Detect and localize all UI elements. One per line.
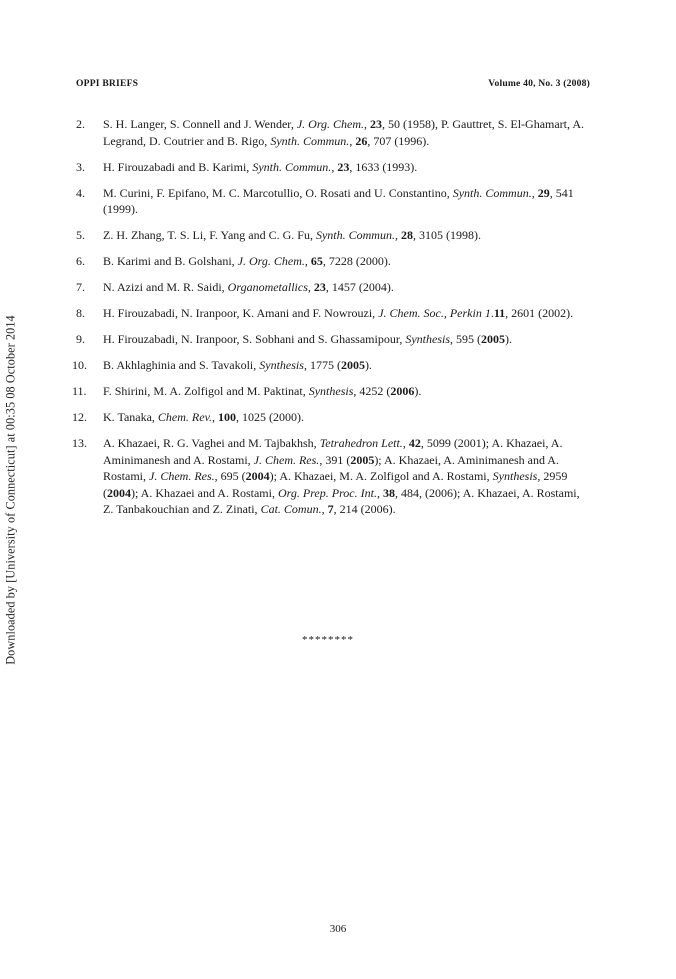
reference-text (103, 331, 586, 348)
volume-issue: Volume 40, No. 3 (2008) (488, 78, 590, 89)
volume-or-year: 23 (337, 159, 350, 174)
journal-name: Synthesis (308, 384, 354, 398)
reference-text (103, 185, 586, 218)
volume-or-year: 29 (537, 185, 550, 200)
citation-text: , 695 ( (214, 469, 246, 483)
citation-text: N. Azizi and M. R. Saidi, (103, 280, 228, 294)
journal-name: Synthesis (492, 469, 538, 483)
reference-item (76, 331, 586, 348)
journal-section-title: OPPI BRIEFS (76, 78, 139, 89)
reference-number: 11. (72, 384, 87, 398)
citation-text: B. Karimi and B. Golshani, (103, 254, 238, 268)
reference-number: 7. (76, 280, 85, 294)
reference-item (76, 305, 586, 322)
citation-text: , 214 (2006). (333, 502, 396, 516)
volume-or-year: 7 (327, 502, 334, 516)
citation-text: B. Akhlaghinia and S. Tavakoli, (103, 358, 260, 372)
reference-number: 9. (76, 332, 85, 346)
journal-name: Synthesis (259, 358, 304, 372)
reference-item (72, 357, 586, 374)
citation-text: , 1025 (2000). (236, 410, 305, 424)
citation-text: , (364, 117, 371, 131)
citation-text: , 1633 (1993). (349, 159, 418, 174)
citation-text: . (490, 306, 494, 320)
reference-text (103, 305, 586, 322)
citation-text: K. Tanaka, (103, 410, 158, 424)
journal-name: Chem. Rev. (157, 410, 213, 424)
citation-text: , 2959 ( (103, 469, 568, 500)
volume-or-year: 26 (355, 133, 368, 148)
citation-text: , 1775 ( (303, 358, 341, 372)
citation-text: , (376, 485, 383, 500)
reference-item (76, 185, 586, 218)
volume-or-year: 11 (493, 306, 506, 320)
reference-text (103, 357, 586, 374)
citation-text: , 7228 (2000). (322, 254, 391, 268)
reference-number: 6. (76, 254, 85, 268)
citation-text: H. Firouzabadi and B. Karimi, (103, 159, 253, 174)
citation-text: Z. H. Zhang, T. S. Li, F. Yang and C. G. Fu, (103, 228, 316, 242)
reference-text (103, 159, 586, 176)
reference-text (103, 409, 586, 426)
journal-name: J. Chem. Res. (149, 469, 215, 483)
journal-name: Org. Prep. Proc. Int. (277, 485, 377, 500)
citation-text: , (394, 228, 401, 242)
journal-name: Synth. Commun. (252, 159, 332, 174)
citation-text: M. Curini, F. Epifano, M. C. Marcotullio, O. Rosati and U. Constantino, (103, 185, 453, 200)
reference-number: 3. (76, 159, 85, 174)
reference-number: 12. (72, 410, 87, 424)
reference-text (103, 279, 586, 296)
reference-number: 4. (76, 185, 85, 200)
journal-name: J. Org. Chem. (296, 117, 365, 131)
reference-item (76, 116, 586, 149)
reference-number: 5. (76, 228, 85, 242)
citation-text: , 3105 (1998). (412, 228, 481, 242)
journal-name: Tetrahedron Lett. (319, 436, 403, 450)
citation-text: ). (505, 332, 513, 346)
reference-item (72, 435, 586, 518)
volume-or-year: 100 (218, 410, 237, 424)
citation-text: , (321, 502, 328, 516)
reference-item (76, 279, 586, 296)
citation-text: ). (364, 358, 372, 372)
running-header (76, 78, 590, 89)
citation-text: , (402, 436, 409, 450)
journal-name: J. Org. Chem. (237, 254, 305, 268)
citation-text: ); A. Khazaei and A. Rostami, (131, 485, 278, 500)
reference-item (76, 227, 586, 244)
reference-number: 13. (72, 436, 87, 450)
reference-item (72, 409, 586, 426)
citation-text: H. Firouzabadi, N. Iranpoor, K. Amani and F. Nowrouzi, (103, 306, 379, 320)
citation-text: , 2601 (2002). (505, 306, 574, 320)
citation-text: S. H. Langer, S. Connell and J. Wender, (103, 117, 297, 131)
volume-or-year: 23 (370, 117, 383, 131)
citation-text: ). (414, 384, 422, 398)
reference-text (103, 435, 586, 518)
citation-text: , (531, 185, 538, 200)
volume-or-year: 23 (313, 280, 326, 294)
reference-item (72, 383, 586, 400)
citation-text: , 50 (1958), P. Gauttret, S. El-Ghamart, A. Legrand, D. Coutrier and B. Rigo, (103, 117, 585, 148)
citation-text: , 5099 (2001); A. Khazaei, A. Aminimanesh and A. Rostami, (103, 436, 563, 467)
citation-text: , 484, (2006); A. Khazaei, A. Rostami, Z. Tanbakouchian and Z. Zinati, (103, 485, 580, 516)
citation-text: , (304, 254, 311, 268)
citation-text: , 541 (1999). (103, 185, 574, 216)
volume-or-year: 42 (408, 436, 421, 450)
journal-name: Synth. Commun. (270, 133, 350, 148)
reference-text (103, 253, 586, 270)
volume-or-year: 2005 (481, 332, 506, 346)
citation-text: ); A. Khazaei, A. Aminimanesh and A. Rostami, (103, 452, 559, 483)
citation-text: , (349, 133, 356, 148)
reference-number: 2. (76, 117, 85, 131)
citation-text: H. Firouzabadi, N. Iranpoor, S. Sobhani and S. Ghassamipour, (103, 332, 406, 346)
journal-name: Synthesis (405, 332, 451, 346)
volume-or-year: 2006 (390, 384, 415, 398)
journal-name: Organometallics (227, 280, 308, 294)
citation-text: F. Shirini, M. A. Zolfigol and M. Paktinat, (103, 384, 309, 398)
citation-text: , (331, 159, 338, 174)
watermark-text: Downloaded by [University of Connecticut] at 00:35 08 October 2014 (3, 315, 18, 665)
journal-name: J. Chem. Res. (253, 452, 320, 467)
page-number: 306 (329, 923, 347, 935)
reference-number: 8. (76, 306, 85, 320)
citation-text: , 391 ( (319, 452, 351, 467)
journal-name: Cat. Comun. (260, 502, 322, 516)
citation-text: , 4252 ( (353, 384, 391, 398)
volume-or-year: 2004 (245, 469, 270, 483)
reference-item (76, 159, 586, 176)
journal-name: Synth. Commun. (452, 185, 532, 200)
reference-text (103, 383, 586, 400)
citation-text: , 707 (1996). (367, 133, 430, 148)
citation-text: A. Khazaei, R. G. Vaghei and M. Tajbakhsh, (103, 436, 320, 450)
journal-name: J. Chem. Soc., Perkin 1 (378, 306, 491, 320)
volume-or-year: 2005 (350, 452, 375, 467)
reference-text (103, 116, 586, 149)
citation-text: , 1457 (2004). (325, 280, 394, 294)
reference-number: 10. (72, 358, 87, 372)
journal-name: Synth. Commun. (315, 228, 395, 242)
citation-text: ); A. Khazaei, M. A. Zolfigol and A. Rostami, (269, 469, 493, 483)
volume-or-year: 2005 (340, 358, 365, 372)
section-separator: ******** (302, 634, 354, 646)
volume-or-year: 28 (400, 228, 413, 242)
volume-or-year: 38 (382, 485, 395, 500)
citation-text: , (212, 410, 219, 424)
reference-item (76, 253, 586, 270)
download-watermark (0, 0, 22, 979)
volume-or-year: 65 (310, 254, 323, 268)
volume-or-year: 2004 (107, 485, 131, 500)
reference-text (103, 227, 586, 244)
citation-text: , 595 ( (450, 332, 482, 346)
citation-text: , (307, 280, 314, 294)
reference-list (72, 116, 586, 527)
